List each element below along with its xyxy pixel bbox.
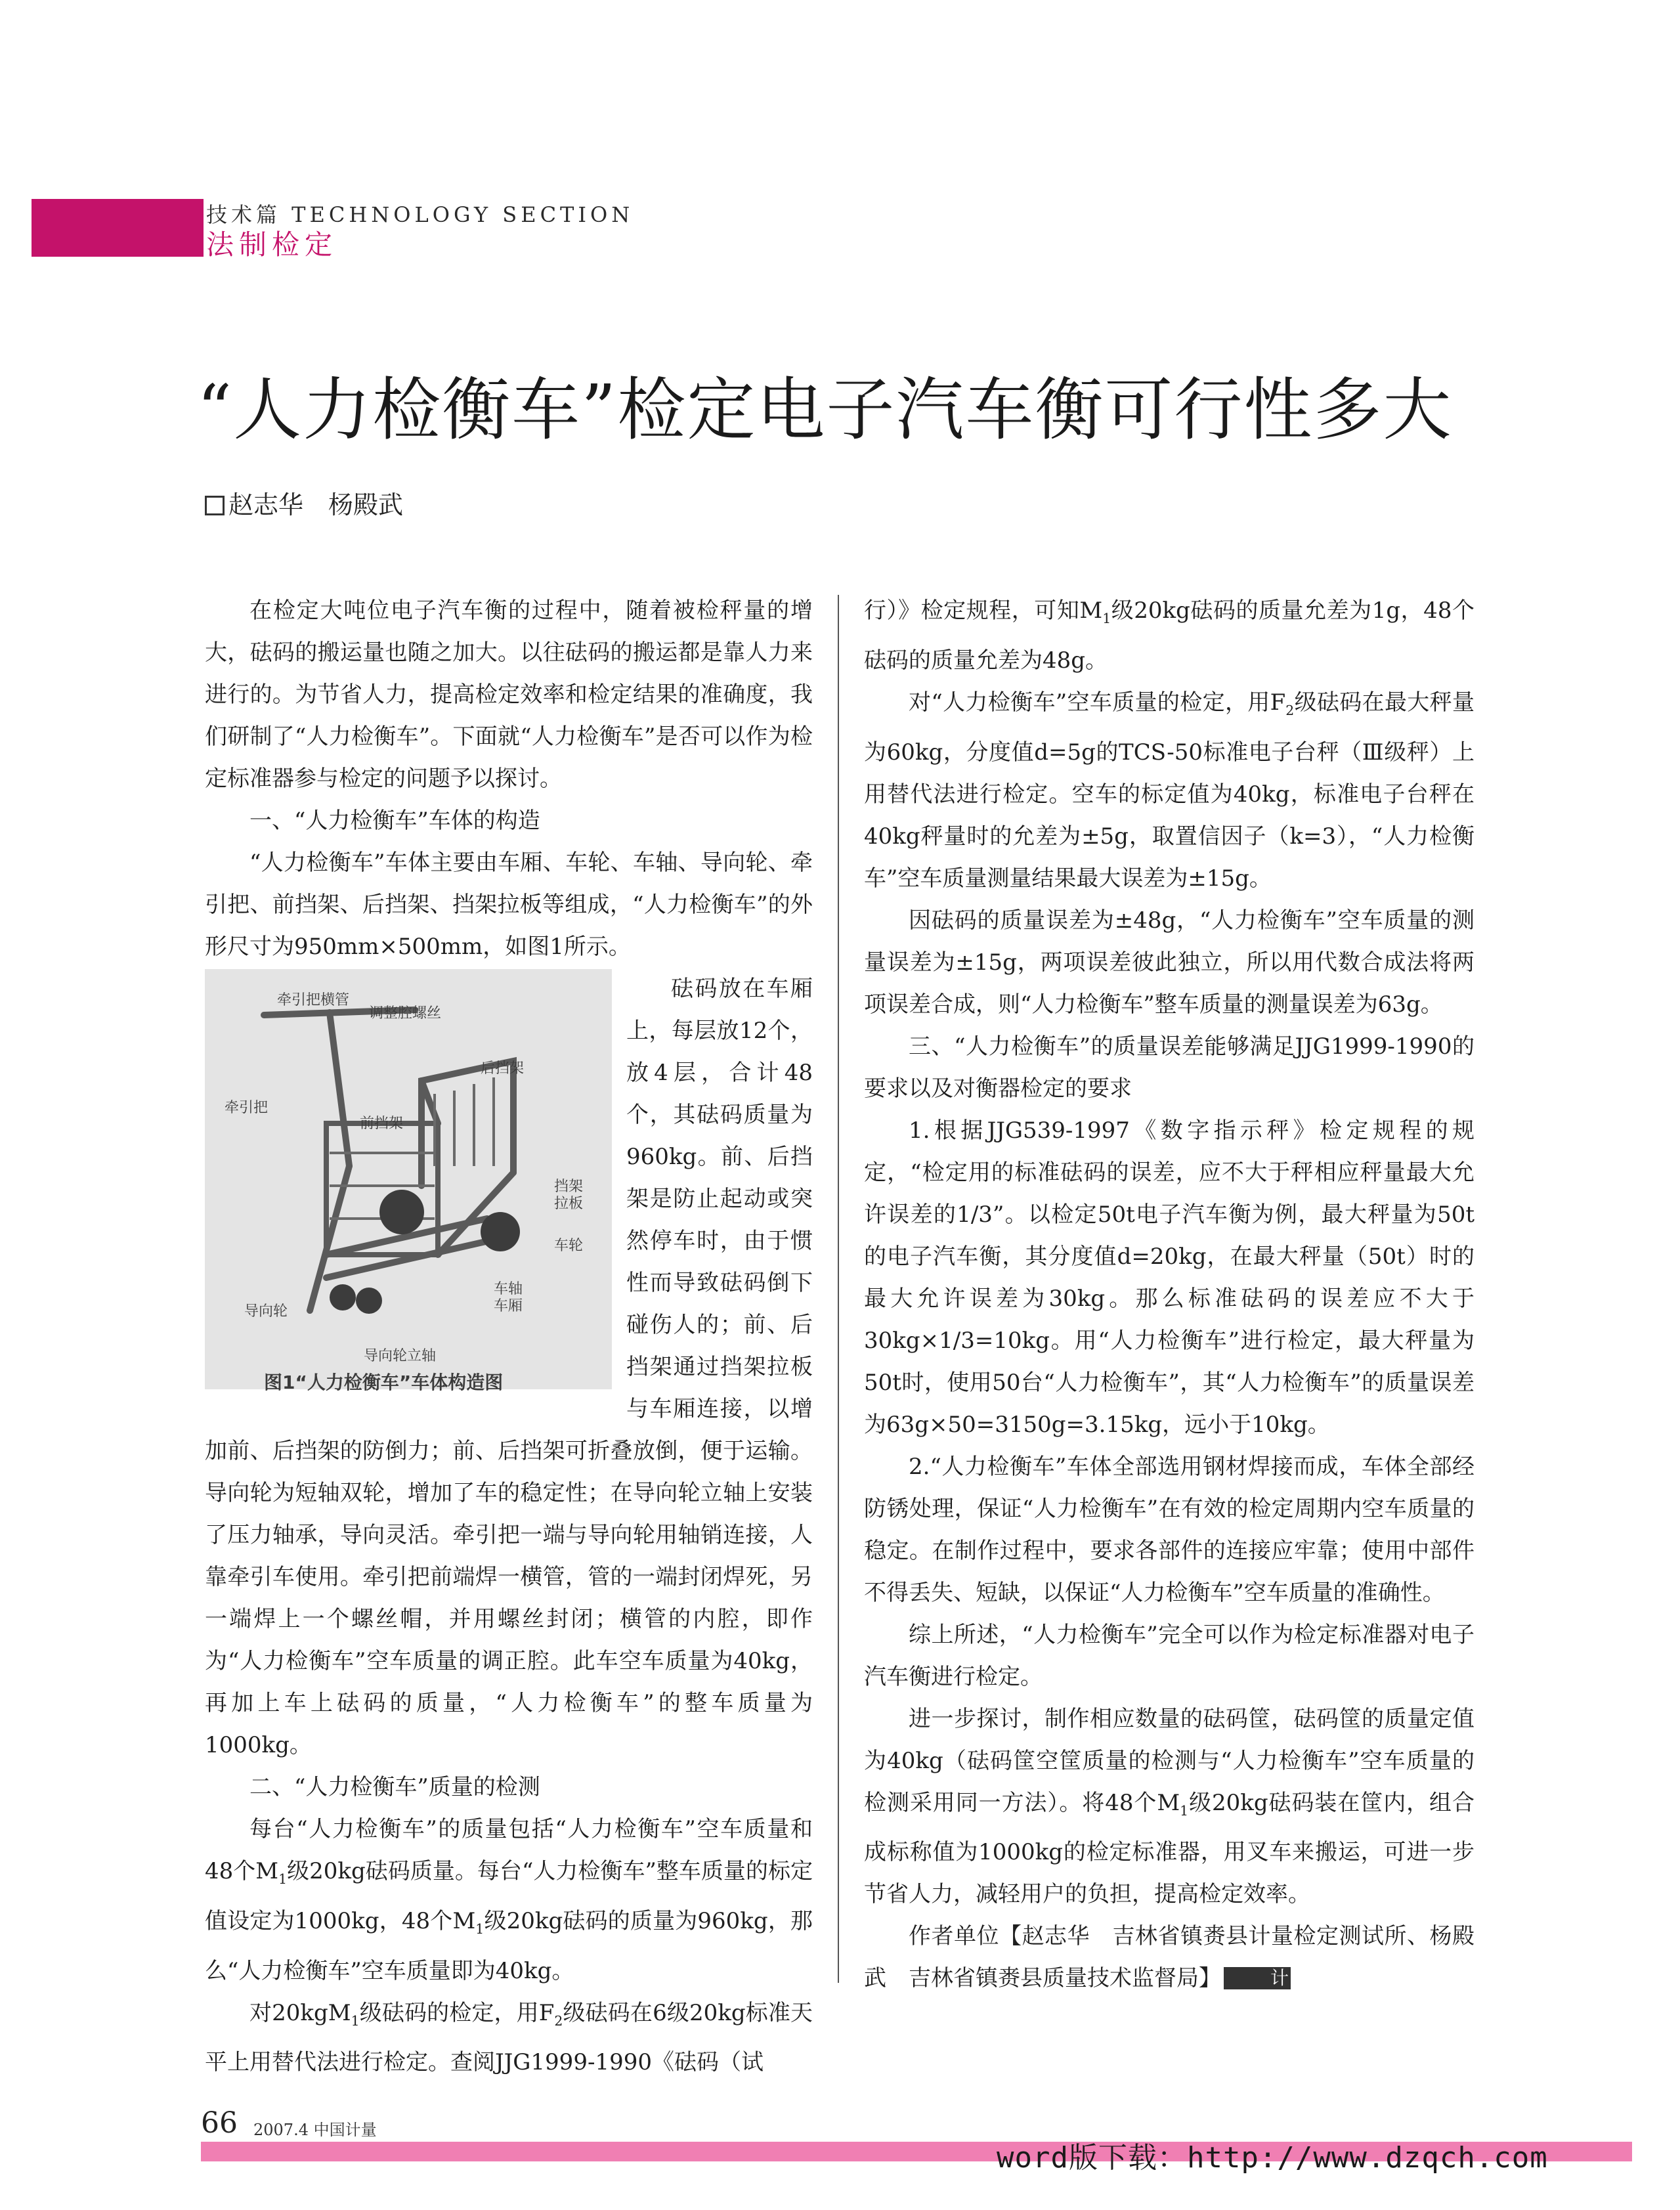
end-mark-icon: 计 bbox=[1224, 1967, 1291, 1989]
figure-label-adjust-screw: 调整腔螺丝 bbox=[369, 1005, 442, 1022]
right-column bbox=[864, 590, 1475, 1999]
section-heading: 二、“人力检衡车”质量的检测 bbox=[249, 1774, 540, 1800]
article-title: “人力检衡车”检定电子汽车衡可行性多大 bbox=[197, 370, 1453, 450]
section-english-label: 技术篇 TECHNOLOGY SECTION bbox=[206, 202, 634, 227]
issue-label: 2007.4 中国计量 bbox=[253, 2121, 377, 2139]
paragraph: 行）》检定规程，可知$M_1$级20kg砝码的质量允差为1g，48个砝码的质量允差为48g。 bbox=[864, 597, 1475, 674]
section-color-bar bbox=[32, 199, 204, 257]
figure-label-wheel: 车轮 bbox=[554, 1238, 584, 1254]
figure-label-axle: 车轴 bbox=[494, 1281, 523, 1297]
left-column bbox=[205, 590, 813, 2083]
figure-label-carriage: 车厢 bbox=[494, 1298, 523, 1314]
section-heading: 三、“人力检衡车”的质量误差能够满足JJG1999-1990的要求以及对衡器检定的要求 bbox=[864, 1033, 1475, 1102]
section-chinese-label: 法制检定 bbox=[206, 228, 338, 261]
figure-1 bbox=[205, 969, 612, 1402]
download-watermark: word版下载：http://www.dzqch.com bbox=[997, 2141, 1548, 2175]
paragraph: 进一步探讨，制作相应数量的砝码筐，砝码筐的质量定值为40kg（砝码筐空筐质量的检测与“人力检衡车”空车质量的检测采用同一方法）。将48个$M_1$级20kg砝码装在筐内，组合成标称值为1000kg的检定标准器，用叉车来搬运，可进一步节省人力，减轻用户的负担，提高检定效率。 bbox=[864, 1705, 1475, 1908]
figure-label-frame: 挡架 bbox=[554, 1179, 584, 1195]
paragraph: 在检定大吨位电子汽车衡的过程中，随着被检秤量的增大，砝码的搬运量也随之加大。以往砝码的搬运都是靠人力来进行的。为节省人力，提高检定效率和检定结果的准确度，我们研制了“人力检衡车”。下面就“人力检衡车”是否可以作为检定标准器参与检定的问题予以探讨。 bbox=[205, 597, 813, 792]
paragraph: 对“人力检衡车”空车质量的检定，用$F_2$级砝码在最大秤量为60kg，分度值d=5g的TCS-50标准电子台秤（Ⅲ级秤）上用替代法进行检定。空车的标定值为40kg，标准电子台秤在40kg秤量时的允差为±5g，取置信因子（k=3），“人力检衡车”空车质量测量结果最大误差为±15g。 bbox=[864, 689, 1475, 892]
paragraph: 对20kgM$_1$级砝码的检定，用$F_2$级砝码在6级20kg标准天平上用替代法进行检定。查阅JJG1999-1990《砝码（试 bbox=[205, 1999, 813, 2076]
paragraph: “人力检衡车”车体主要由车厢、车轮、车轴、导向轮、牵引把、前挡架、后挡架、挡架拉板等组成，“人力检衡车”的外形尺寸为950mm×500mm，如图1所示。 bbox=[205, 850, 813, 960]
paragraph: 2.“人力检衡车”车体全部选用钢材焊接而成，车体全部经防锈处理，保证“人力检衡车”在有效的检定周期内空车质量的稳定。在制作过程中，要求各部件的连接应牢靠；使用中部件不得丢失、短缺，以保证“人力检衡车”空车质量的准确性。 bbox=[864, 1453, 1475, 1606]
figure-label-handle-bar: 牵引把横管 bbox=[277, 992, 350, 1008]
author-box-icon bbox=[205, 496, 225, 515]
figure-1-caption: 图1“人力检衡车”车体构造图 bbox=[264, 1372, 504, 1393]
figure-label-pull-plate: 拉板 bbox=[554, 1196, 584, 1212]
figure-label-handle: 牵引把 bbox=[225, 1100, 269, 1116]
section-heading: 一、“人力检衡车”车体的构造 bbox=[249, 808, 540, 834]
figure-label-rear-frame: 后挡架 bbox=[481, 1060, 525, 1077]
paragraph: 因砝码的质量误差为±48g，“人力检衡车”空车质量的测量误差为±15g，两项误差彼此独立，所以用代数合成法将两项误差合成，则“人力检衡车”整车质量的测量误差为63g。 bbox=[864, 907, 1475, 1018]
column-divider bbox=[838, 595, 839, 1983]
paragraph: 1.根据JJG539-1997《数字指示秤》检定规程的规定，“检定用的标准砝码的误差，应不大于秤相应秤量最大允许误差的1/3”。以检定50t电子汽车衡为例，最大秤量为50t的电子汽车衡，其分度值d=20kg，在最大秤量（50t）时的最大允许误差为30kg。那么标准砝码的误差应不大于30kg×1/3=10kg。用“人力检衡车”进行检定，最大秤量为50t时，使用50台“人力检衡车”，其“人力检衡车”的质量误差为63g×50=3150g=3.15kg，远小于10kg。 bbox=[864, 1117, 1475, 1438]
authors-text: 赵志华 杨殿武 bbox=[228, 490, 404, 519]
figure-label-guide-wheel: 导向轮 bbox=[244, 1303, 288, 1320]
figure-label-guide-axle: 导向轮立轴 bbox=[364, 1348, 437, 1364]
page-number: 66 bbox=[201, 2106, 238, 2140]
figure-label-front-frame: 前挡架 bbox=[360, 1116, 404, 1132]
article-authors bbox=[205, 485, 403, 521]
figure-1-image bbox=[205, 969, 612, 1393]
paragraph: 每台“人力检衡车”的质量包括“人力检衡车”空车质量和48个$M_1$级20kg砝码质量。每台“人力检衡车”整车质量的标定值设定为1000kg，48个$M_1$级20kg砝码的质量为960kg，那么“人力检衡车”空车质量即为40kg。 bbox=[205, 1816, 813, 1984]
paragraph: 综上所述，“人力检衡车”完全可以作为检定标准器对电子汽车衡进行检定。 bbox=[864, 1621, 1475, 1690]
author-affiliation: 作者单位【赵志华 吉林省镇赉县计量检定测试所、杨殿武 吉林省镇赉县质量技术监督局】 计 bbox=[864, 1923, 1475, 1992]
paragraph: 砝码放在车厢上，每层放12个，放4层，合计48个，其砝码质量为960kg。前、后挡架是防止起动或突然停车时，由于惯性而导致砝码倒下碰伤人的；前、后挡架通过挡架拉板与车厢连接，以增加前、后挡架的防倒力；前、后挡架可折叠放倒，便于运输。导向轮为短轴双轮，增加了车的稳定性；在导向轮立轴上安装了压力轴承，导向灵活。牵引把一端与导向轮用轴销连接，人靠牵引车使用。牵引把前端焊一横管，管的一端封闭焊死，另一端焊上一个螺丝帽，并用螺丝封闭；横管的内腔，即作为“人力检衡车”空车质量的调正腔。此车空车质量为40kg，再加上车上砝码的质量，“人力检衡车”的整车质量为1000kg。 bbox=[205, 976, 813, 1758]
